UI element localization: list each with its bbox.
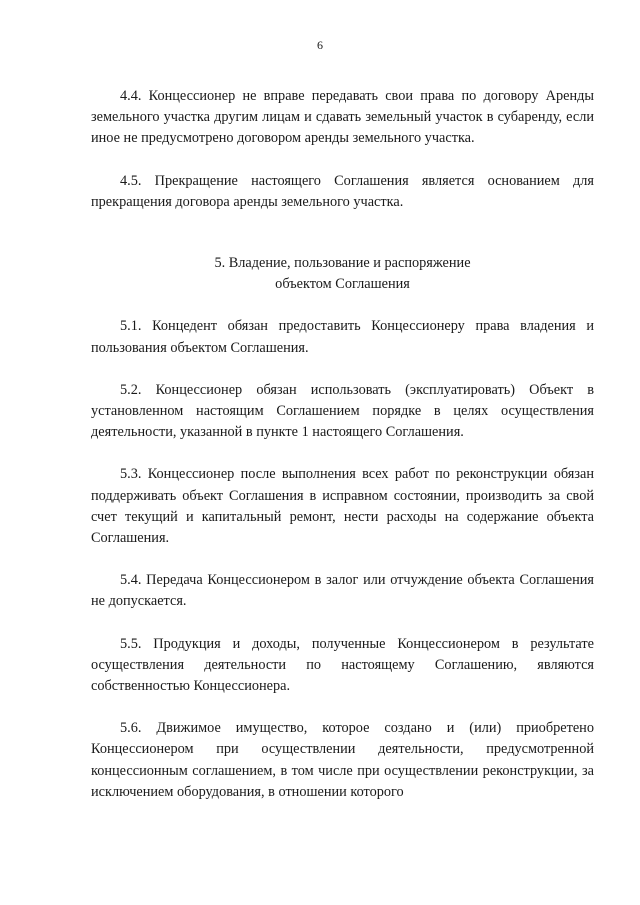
paragraph-4-4: 4.4. Концессионер не вправе передавать свои права по договору Аренды земельного участка другим лицам и сдавать земельный участок в субаренду, если иное не предусмотрено договором аренды земельного участка. bbox=[91, 88, 594, 147]
section-title-line-1: 5. Владение, пользование и распоряжение bbox=[214, 255, 471, 272]
paragraph-5-1: 5.1. Концедент обязан предоставить Концессионеру права владения и пользования объектом Соглашения. bbox=[91, 318, 594, 356]
paragraph-5-5: 5.5. Продукция и доходы, полученные Концессионером в результате осуществления деятельности по настоящему Соглашению, являются собственностью Концессионера. bbox=[91, 635, 594, 695]
paragraph-5-4: 5.4. Передача Концессионером в залог или отчуждение объекта Соглашения не допускается. bbox=[91, 572, 594, 610]
paragraph-4-5: 4.5. Прекращение настоящего Соглашения является основанием для прекращения договора аренды земельного участка. bbox=[91, 172, 594, 210]
paragraph-5-6: 5.6. Движимое имущество, которое создано и (или) приобретено Концессионером при осуществлении деятельности, предусмотренной концессионным соглашением, в том числе при осуществлении реконструкции, за исключением оборудования, в отношении которого bbox=[91, 720, 594, 800]
page-number: 6 bbox=[317, 38, 323, 52]
section-5-heading bbox=[91, 253, 594, 295]
paragraph-5-2: 5.2. Концессионер обязан использовать (эксплуатировать) Объект в установленном настоящим Соглашением порядке в целях осуществления деятельности, указанной в пункте 1 настоящего Соглашения. bbox=[91, 381, 594, 441]
paragraph-5-3: 5.3. Концессионер после выполнения всех работ по реконструкции обязан поддерживать объект Соглашения в исправном состоянии, производить за свой счет текущий и капитальный ремонт, нести расходы на содержание объекта Соглашения. bbox=[91, 466, 594, 547]
section-title-line-2: объектом Соглашения bbox=[275, 276, 410, 293]
document-body bbox=[91, 86, 594, 803]
